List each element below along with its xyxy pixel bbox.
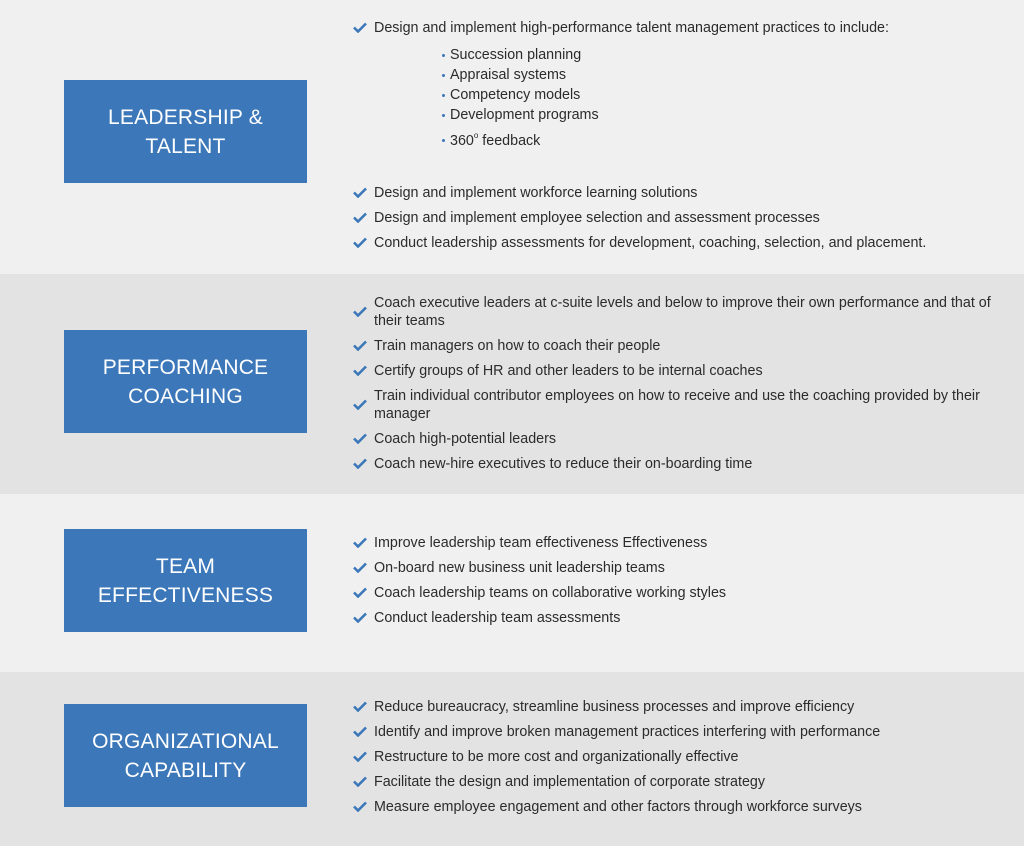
list-item [352, 773, 994, 791]
bullet-list [352, 534, 994, 627]
sub-list-item-text: Appraisal systems [450, 67, 567, 83]
list-item [352, 387, 994, 423]
sub-list-item [442, 85, 994, 105]
list-item-text: Conduct leadership assessments for development, coaching, selection, and placement. [374, 235, 927, 251]
section-team-effectiveness [0, 494, 1024, 672]
list-item-text: Train managers on how to coach their people [374, 338, 661, 354]
list-item [352, 609, 994, 627]
list-item [352, 294, 994, 330]
section-title-line: PERFORMANCE [102, 355, 269, 379]
section-organizational-capability [0, 672, 1024, 846]
check-icon [353, 365, 367, 376]
sub-list-item [442, 105, 994, 125]
sub-list-item-text: Competency models [450, 87, 581, 103]
list-item-text: Conduct leadership team assessments [374, 610, 621, 626]
sub-list-item [442, 65, 994, 85]
list-item-text: Reduce bureaucracy, streamline business processes and improve efficiency [374, 699, 855, 715]
list-item [352, 362, 994, 380]
sub-list-item-text: 360$^o$ feedback [450, 131, 541, 149]
sub-list-item [442, 130, 994, 150]
list-item [352, 234, 994, 252]
check-icon [353, 612, 367, 623]
list-item-text: Facilitate the design and implementation of corporate strategy [374, 774, 766, 790]
list-item-text: Restructure to be more cost and organizationally effective [374, 749, 739, 765]
check-icon [353, 701, 367, 712]
list-item-text: Coach high-potential leaders [374, 431, 557, 447]
list-item-text: Coach new-hire executives to reduce their on-boarding time [374, 456, 753, 472]
check-icon [353, 22, 367, 33]
list-item [352, 19, 994, 37]
list-item [352, 748, 994, 766]
check-icon [353, 587, 367, 598]
dot-icon [442, 114, 445, 117]
sub-list-item [442, 45, 994, 65]
check-icon [353, 537, 367, 548]
bullet-list [352, 19, 994, 252]
section-leadership-talent [0, 0, 1024, 274]
list-item-text: Coach executive leaders at c-suite levels and below to improve their own performance and that of their teams [374, 295, 991, 329]
list-item-text: Certify groups of HR and other leaders to be internal coaches [374, 363, 763, 379]
section-title-line: LEADERSHIP & [108, 105, 263, 129]
list-item [352, 209, 994, 227]
list-item [352, 559, 994, 577]
list-item [352, 798, 994, 816]
check-icon [353, 458, 367, 469]
check-icon [353, 187, 367, 198]
list-item-text: Improve leadership team effectiveness Effectiveness [374, 535, 708, 551]
check-icon [353, 399, 367, 410]
sub-list-item-text: Development programs [450, 107, 599, 123]
bullet-list [352, 698, 994, 816]
list-item [352, 584, 994, 602]
list-item-text: On-board new business unit leadership teams [374, 560, 665, 576]
section-title-box [64, 529, 307, 632]
list-item-text: Train individual contributor employees on how to receive and use the coaching provided by their manager [374, 388, 980, 422]
check-icon [353, 562, 367, 573]
section-title-line: EFFECTIVENESS [97, 583, 274, 607]
section-title-line: COACHING [128, 384, 243, 408]
check-icon [353, 212, 367, 223]
section-title-line: CAPABILITY [124, 758, 247, 782]
list-item [352, 723, 994, 741]
list-item-text: Coach leadership teams on collaborative working styles [374, 585, 727, 601]
check-icon [353, 751, 367, 762]
section-title-line: TALENT [145, 134, 226, 158]
list-item [352, 337, 994, 355]
dot-icon [442, 54, 445, 57]
section-performance-coaching [0, 274, 1024, 494]
sub-list-item-text: Succession planning [450, 47, 582, 63]
check-icon [353, 340, 367, 351]
list-item [352, 455, 994, 473]
check-icon [353, 776, 367, 787]
bullet-list [352, 294, 994, 473]
list-item [352, 430, 994, 448]
dot-icon [442, 139, 445, 142]
list-item [352, 184, 994, 202]
list-item [352, 698, 994, 716]
section-title-box [64, 704, 307, 807]
list-item-text: Design and implement high-performance talent management practices to include: [374, 20, 889, 36]
check-icon [353, 433, 367, 444]
dot-icon [442, 74, 445, 77]
section-title-line: ORGANIZATIONAL [92, 729, 279, 753]
check-icon [353, 237, 367, 248]
list-item [352, 534, 994, 552]
check-icon [353, 726, 367, 737]
list-item-text: Measure employee engagement and other factors through workforce surveys [374, 799, 862, 815]
check-icon [353, 306, 367, 317]
list-item-text: Identify and improve broken management practices interfering with performance [374, 724, 881, 740]
list-item-text: Design and implement employee selection and assessment processes [374, 210, 820, 226]
section-title-box [64, 80, 307, 183]
section-title-line: TEAM [155, 554, 216, 578]
section-title-box [64, 330, 307, 433]
check-icon [353, 801, 367, 812]
dot-icon [442, 94, 445, 97]
sub-list [442, 45, 994, 150]
list-item-text: Design and implement workforce learning solutions [374, 185, 698, 201]
